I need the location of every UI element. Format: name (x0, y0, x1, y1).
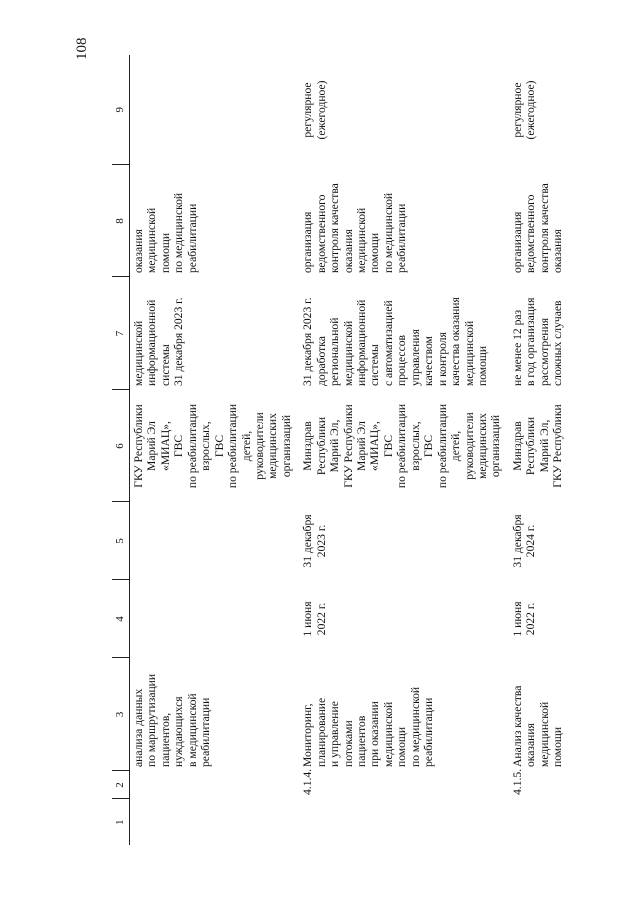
cell-item-number (130, 771, 300, 799)
cell-activity: анализа данных по маршрутизации пациентов, нуждающихся в медицинской реабилитации (132, 673, 213, 767)
cell-start-date (130, 580, 300, 658)
cell-responsible: Минздрав Республики Марий Эл, ГКУ Республики (510, 404, 565, 488)
cell-responsible: ГКУ Республики Марий Эл «МИАЦ», ГВС по реабилитации взрослых, ГВС по реабилитации детей, руководители медицинских организаций (132, 403, 293, 489)
cell-frequency: регулярное (ежегодное) (510, 80, 538, 140)
cell-result: не менее 12 раз в год организация рассмотрения сложных случаев (510, 297, 565, 386)
table-row (130, 55, 300, 845)
cell-start-date: 1 июня 2022 г. (301, 601, 328, 637)
cell-item-number: 4.1.5. (510, 768, 524, 795)
table-row (299, 55, 509, 845)
cell-activity: Мониторинг, планирование и управление потоками пациентов при оказании медицинской помощи по медицинской реабилитации (301, 686, 436, 767)
cell-end-date: 31 декабря 2023 г. (301, 514, 328, 568)
cell-responsible: Минздрав Республики Марий Эл, ГКУ Республики Марий Эл «МИАЦ», ГВС по реабилитации взрослых, ГВС по реабилитации детей, руководители медицинских организаций (301, 403, 503, 489)
header-row (112, 55, 130, 845)
col-header-6: 6 (112, 390, 130, 502)
plan-table (112, 55, 571, 845)
cell-frequency (130, 55, 300, 165)
rotated-table-container (112, 55, 582, 845)
col-header-3: 3 (112, 658, 130, 771)
col-header-4: 4 (112, 580, 130, 658)
col-header-1: 1 (112, 799, 130, 845)
cell-col1 (509, 799, 571, 845)
cell-start-date: 1 июня 2022 г. (510, 601, 538, 637)
cell-activity: Анализ качества оказания медицинской помощи (510, 685, 565, 767)
cell-col1 (130, 799, 300, 845)
table-row (509, 55, 571, 845)
col-header-9: 9 (112, 55, 130, 165)
col-header-2: 2 (112, 771, 130, 799)
cell-end-date: 31 декабря 2024 г. (510, 514, 538, 568)
cell-result: 31 декабря 2023 г. доработка региональной медицинской информационной системы с автоматизацией процессов управления качеством и контроля качества оказания медицинской помощи (301, 297, 489, 386)
cell-indicator: организация ведомственного контроля качества оказания медицинской помощи по медицинской реабилитации (301, 183, 409, 273)
col-header-7: 7 (112, 277, 130, 390)
col-header-5: 5 (112, 502, 130, 580)
cell-frequency: регулярное (ежегодное) (301, 80, 328, 140)
page-number: 108 (74, 37, 90, 60)
col-header-8: 8 (112, 165, 130, 277)
cell-indicator: организация ведомственного контроля качества оказания (510, 183, 565, 273)
cell-result: медицинской информационной системы 31 декабря 2023 г. (132, 297, 186, 386)
cell-end-date (130, 502, 300, 580)
cell-col1 (299, 799, 509, 845)
cell-indicator: оказания медицинской помощи по медицинской реабилитации (132, 192, 199, 273)
cell-item-number: 4.1.4. (301, 768, 315, 795)
